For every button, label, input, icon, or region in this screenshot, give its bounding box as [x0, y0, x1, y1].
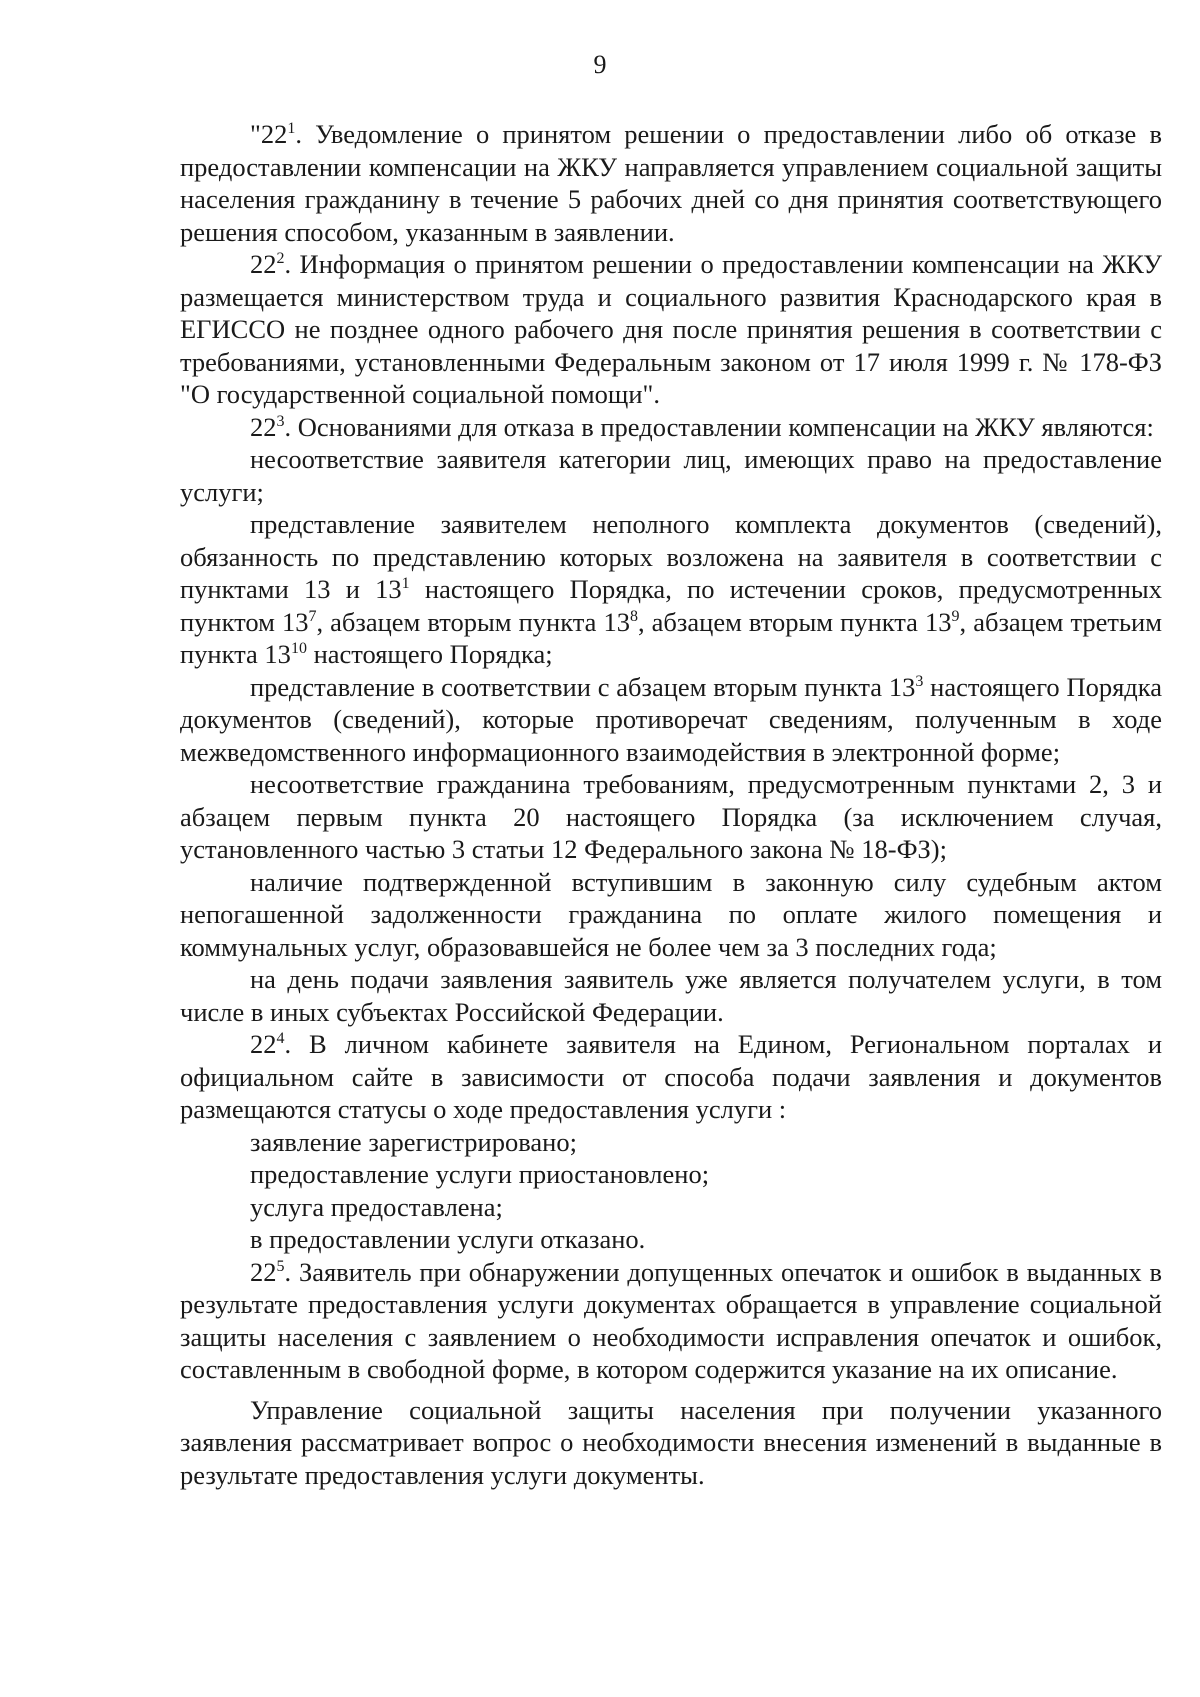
paragraph-review: Управление социальной защиты населения при получении указанного заявления рассматривает вопрос о необходимости внесения изменений в выданные в результате предоставления услуги документы.	[180, 1394, 1162, 1490]
refusal-ground-incomplete-docs: представление заявителем неполного комплекта документов (сведений), обязанность по представлению которых возложена на заявителя в соответствии с пунктами 13 и $13^1$ настоящего Порядка, по истечении сроков, предусмотренных пунктом $13^7$, абзацем вторым пункта $13^8$, абзацем вторым пункта $13^9$, абзацем третьим пункта $13^{10}$ настоящего Порядка;	[180, 509, 1162, 669]
document-body	[180, 118, 1162, 1491]
refusal-ground-requirements: несоответствие гражданина требованиям, предусмотренным пунктами 2, 3 и абзацем первым пункта 20 настоящего Порядка (за исключением случая, установленного частью 3 статьи 12 Федерального закона № 18-ФЗ);	[180, 769, 1162, 864]
refusal-ground-debt: наличие подтвержденной вступившим в законную силу судебным актом непогашенной задолженности гражданина по оплате жилого помещения и коммунальных услуг, образовавшейся не более чем за 3 последних года;	[180, 866, 1162, 962]
status-refused: в предоставлении услуги отказано.	[250, 1224, 646, 1254]
paragraph-22-5: $22^5$. Заявитель при обнаружении допущенных опечаток и ошибок в выданных в результате предоставления услуги документах обращается в управление социальной защиты населения с заявлением о необходимости исправления опечаток и ошибок, составленным в свободной форме, в котором содержится указание на их описание.	[180, 1256, 1162, 1384]
paragraph-22-3: $22^3$. Основаниями для отказа в предоставлении компенсации на ЖКУ являются:	[250, 411, 1154, 442]
paragraph-22-1: "$22^1$. Уведомление о принятом решении о предоставлении либо об отказе в предоставлении компенсации на ЖКУ направляется управлением социальной защиты населения гражданину в течение 5 рабочих дней со дня принятия соответствующего решения способом, указанным в заявлении.	[180, 119, 1162, 247]
paragraph-22-2: $22^2$. Информация о принятом решении о предоставлении компенсации на ЖКУ размещается министерством труда и социального развития Краснодарского края в ЕГИССО не позднее одного рабочего дня после принятия решения в соответствии с требованиями, установленными Федеральным законом от 17 июля 1999 г. № 178-ФЗ "О государственной социальной помощи".	[180, 249, 1162, 409]
paragraph-22-4: $22^4$. В личном кабинете заявителя на Едином, Региональном порталах и официальном сайте в зависимости от способа подачи заявления и документов размещаются статусы о ходе предоставления услуги :	[180, 1029, 1162, 1124]
page-number: 9	[593, 50, 607, 79]
refusal-ground-already-recipient: на день подачи заявления заявитель уже является получателем услуги, в том числе в иных субъектах Российской Федерации.	[180, 964, 1162, 1027]
status-registered: заявление зарегистрировано;	[250, 1126, 577, 1157]
refusal-ground-contradicting-docs: представление в соответствии с абзацем вторым пункта $13^3$ настоящего Порядка документов (сведений), которые противоречат сведениям, полученным в ходе межведомственного информационного взаимодействия в электронной форме;	[180, 671, 1162, 767]
refusal-ground-category: несоответствие заявителя категории лиц, имеющих право на предоставление услуги;	[180, 444, 1162, 507]
status-provided: услуга предоставлена;	[250, 1191, 503, 1222]
status-suspended: предоставление услуги приостановлено;	[250, 1159, 710, 1189]
